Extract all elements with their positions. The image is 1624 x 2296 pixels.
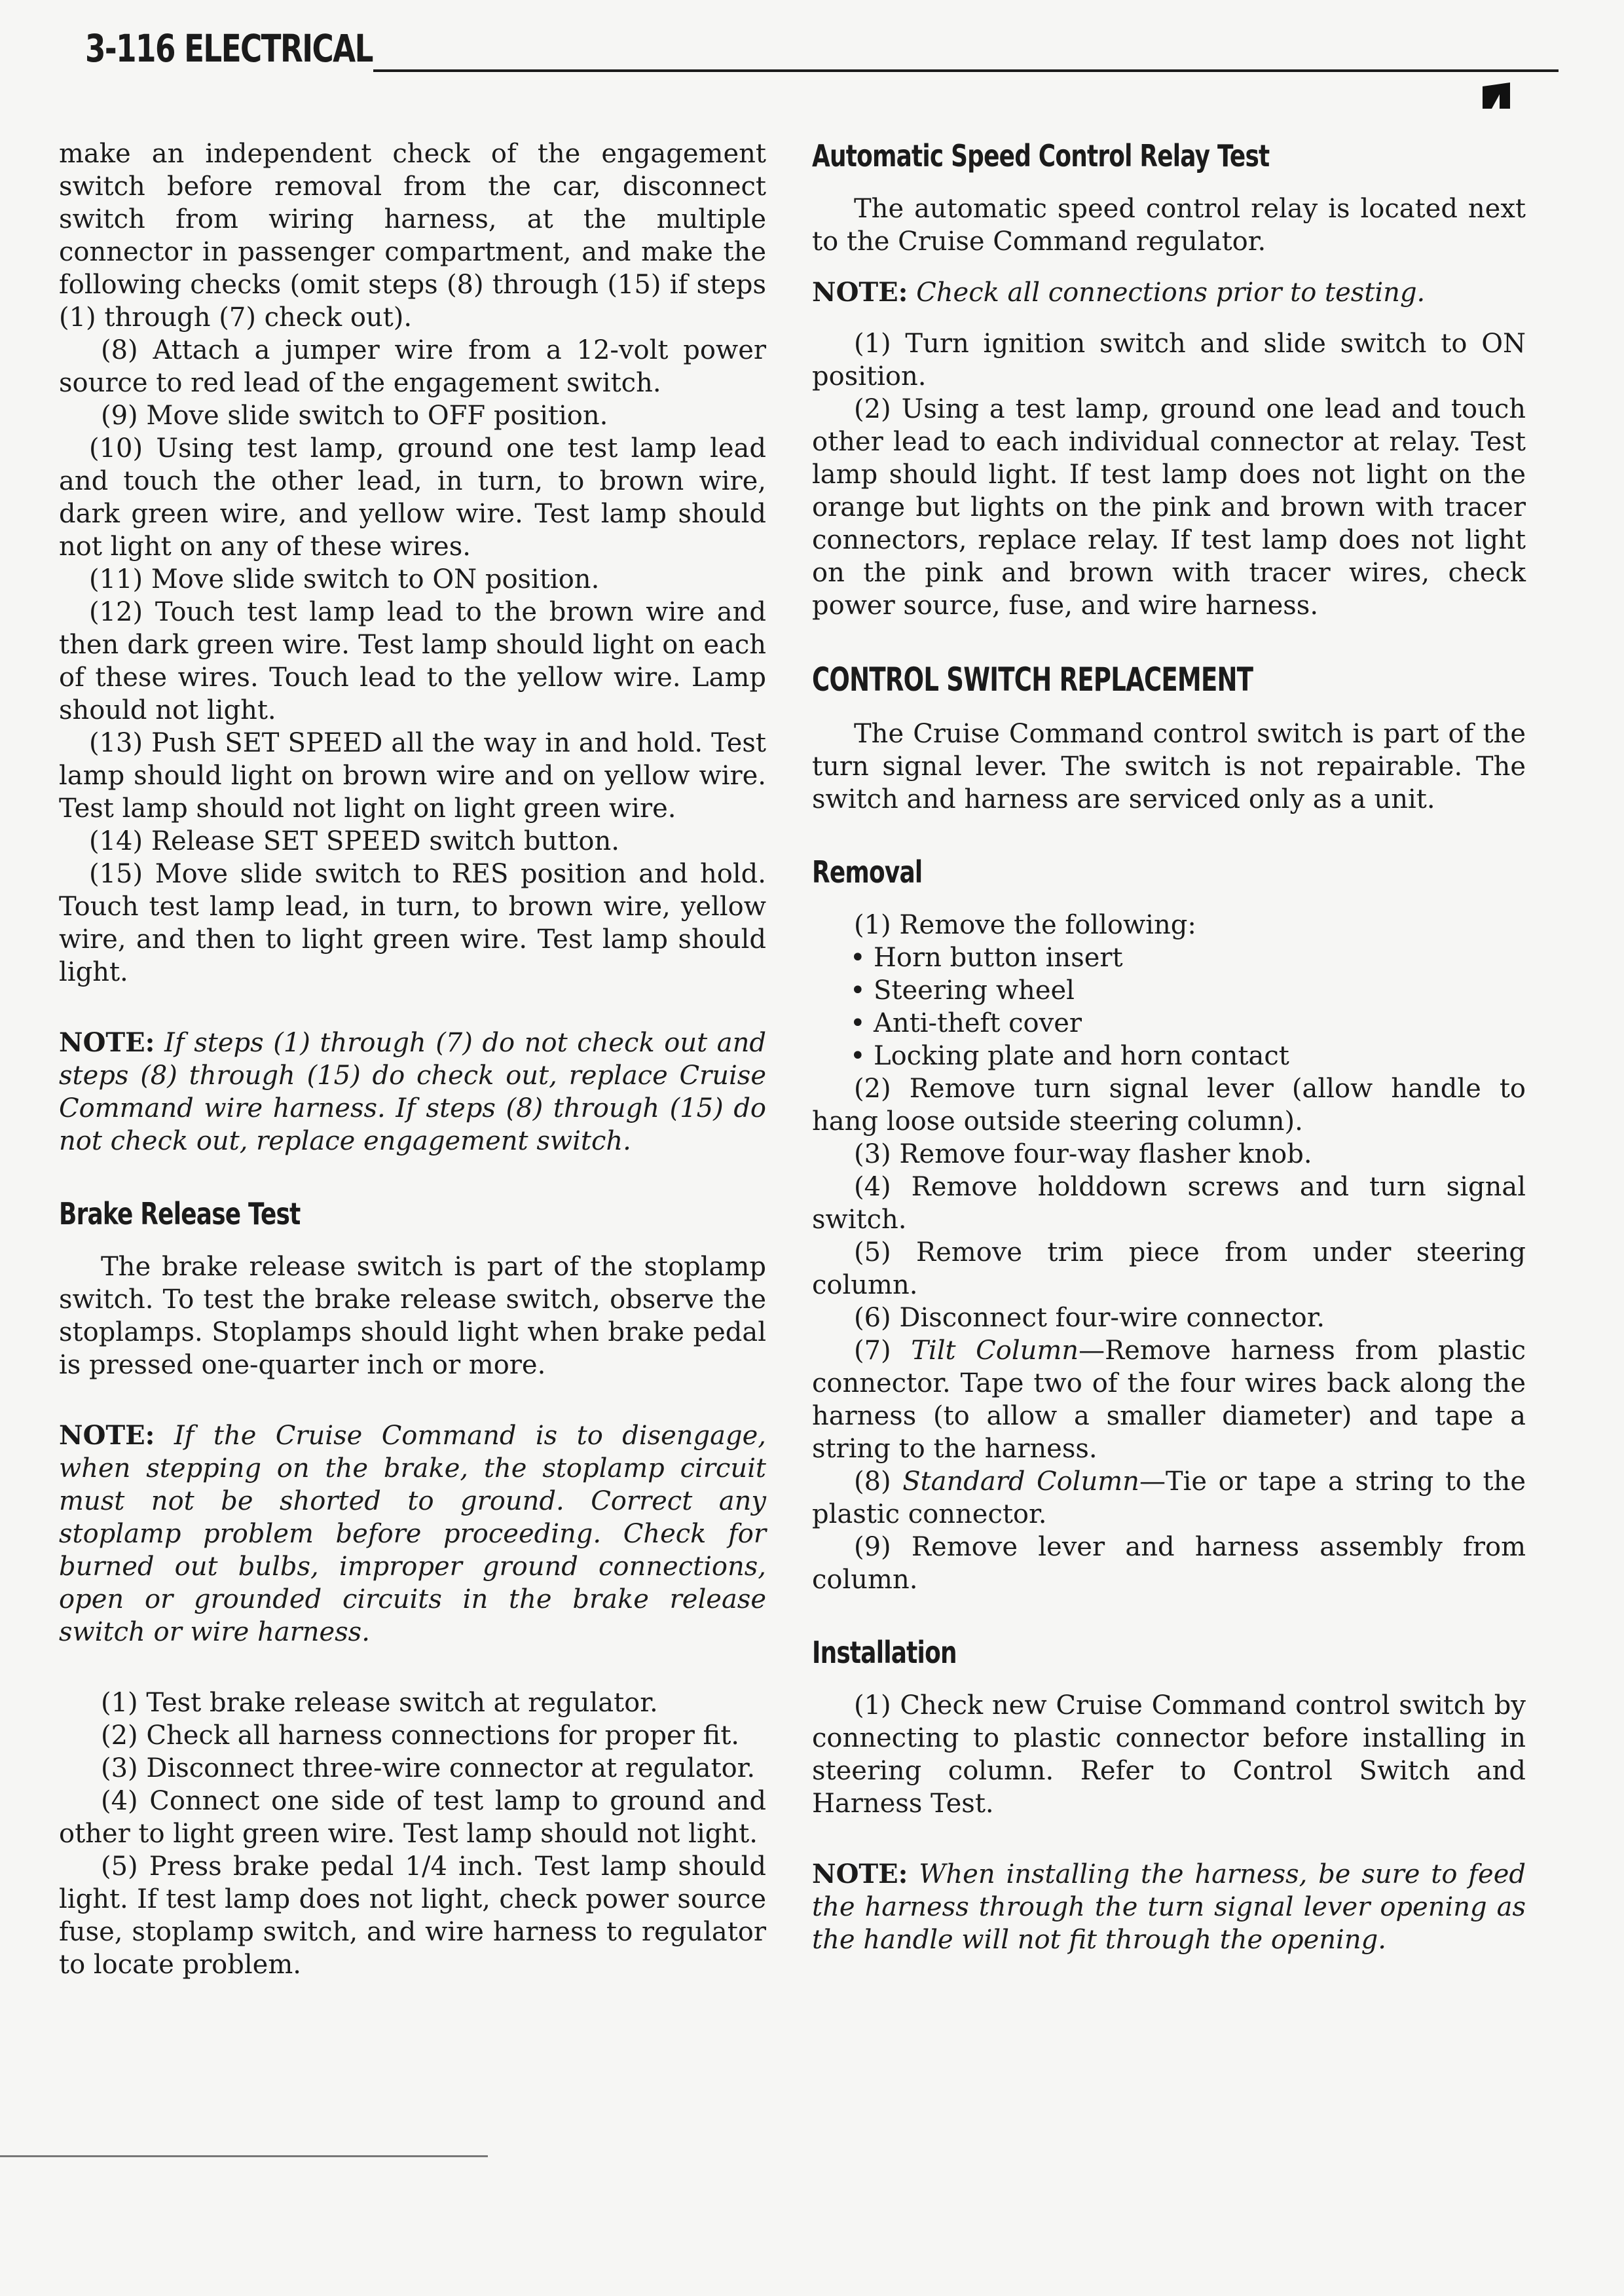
header-rule <box>373 69 1559 72</box>
page-header <box>85 20 1526 92</box>
note-text: When installing the harness, be sure to feed the harness through the turn signal lever opening as the handle will not fit through the opening. <box>812 1859 1526 1955</box>
step-number: (8) <box>854 1467 891 1497</box>
footer-rule <box>0 2155 488 2157</box>
removal-step-6: (6) Disconnect four-wire connector. <box>854 1303 1325 1333</box>
step-12: (12) Touch test lamp lead to the brown wire and then dark green wire. Test lamp should light on each of these wires. Touch lead to the yellow wire. Lamp should not light. <box>59 597 766 725</box>
removal-step-9: (9) Remove lever and harness assembly from column. <box>812 1532 1526 1595</box>
note-text: Check all connections prior to testing. <box>916 278 1426 308</box>
list-item: • Anti-theft cover <box>850 1007 1526 1040</box>
note-label: NOTE: <box>812 1859 908 1889</box>
step-15: (15) Move slide switch to RES position and hold. Touch test lamp lead, in turn, to brown wire, yellow wire, and then to light green wire. Test lamp should light. <box>59 859 766 987</box>
heading-control-switch-replacement: CONTROL SWITCH REPLACEMENT <box>812 661 1253 699</box>
removal-parts-list <box>812 941 1526 1072</box>
step-text: —Tie or tape a string to the plastic connector. <box>812 1467 1526 1529</box>
note-engagement-switch <box>59 1027 766 1157</box>
step-11: (11) Move slide switch to ON position. <box>89 564 600 594</box>
note-text: If steps (1) through (7) do not check out and steps (8) through (15) do check out, replace Cruise Command wire harness. If steps (8) through (15) do not check out, replace engagement switch. <box>59 1028 766 1156</box>
list-item: • Steering wheel <box>850 974 1526 1007</box>
step-9: (9) Move slide switch to OFF position. <box>101 401 608 431</box>
brake-release-paragraph: The brake release switch is part of the stoplamp switch. To test the brake release switch, observe the stoplamps. Stoplamps should light when brake pedal is pressed one-quarter inch or more. <box>59 1252 766 1380</box>
heading-removal: Removal <box>812 854 923 890</box>
control-switch-paragraph: The Cruise Command control switch is part of the turn signal lever. The switch is not repairable. The switch and harness are serviced only as a unit. <box>812 719 1526 814</box>
removal-step-4: (4) Remove holddown screws and turn signal switch. <box>812 1172 1526 1235</box>
heading-installation: Installation <box>812 1635 957 1670</box>
removal-step-5: (5) Remove trim piece from under steering column. <box>812 1237 1526 1300</box>
step-8: (8) Attach a jumper wire from a 12-volt power source to red lead of the engagement switch. <box>59 335 766 398</box>
note-label: NOTE: <box>812 277 908 308</box>
section-page-label: 3-116 ELECTRICAL <box>85 26 373 71</box>
note-installing-harness <box>812 1858 1526 1956</box>
list-item: • Horn button insert <box>850 941 1526 974</box>
brake-step-1: (1) Test brake release switch at regulator. <box>101 1688 658 1718</box>
step-number: (7) <box>854 1336 891 1366</box>
manufacturer-logo-mark <box>1483 82 1510 109</box>
step-14: (14) Release SET SPEED switch button. <box>89 826 619 856</box>
removal-step-8 <box>812 1465 1526 1531</box>
relay-paragraph: The automatic speed control relay is located next to the Cruise Command regulator. <box>812 194 1526 257</box>
heading-relay-test: Automatic Speed Control Relay Test <box>812 138 1270 173</box>
removal-step-7 <box>812 1334 1526 1465</box>
brake-step-4: (4) Connect one side of test lamp to ground and other to light green wire. Test lamp should not light. <box>59 1786 766 1849</box>
removal-step-2: (2) Remove turn signal lever (allow handle to hang loose outside steering column). <box>812 1074 1526 1137</box>
brake-step-3: (3) Disconnect three-wire connector at regulator. <box>101 1753 756 1783</box>
intro-paragraph: make an independent check of the engagement switch before removal from the car, disconnect switch from wiring harness, at the multiple connector in passenger compartment, and make the following checks (omit steps (8) through (15) if steps (1) through (7) check out). <box>59 139 766 333</box>
step-13: (13) Push SET SPEED all the way in and hold. Test lamp should light on brown wire and on yellow wire. Test lamp should not light on light green wire. <box>59 728 766 824</box>
removal-step-1: (1) Remove the following: <box>854 910 1196 940</box>
step-text: —Remove harness from plastic connector. Tape two of the four wires back along the harness (to allow a smaller diameter) and tape a string to the harness. <box>812 1336 1526 1464</box>
note-check-connections <box>812 276 1526 309</box>
relay-step-1: (1) Turn ignition switch and slide switch to ON position. <box>812 329 1526 392</box>
note-stoplamp-circuit <box>59 1419 766 1649</box>
step-10: (10) Using test lamp, ground one test lamp lead and touch the other lead, in turn, to brown wire, dark green wire, and yellow wire. Test lamp should not light on any of these wires. <box>59 433 766 562</box>
installation-step-1: (1) Check new Cruise Command control switch by connecting to plastic connector before installing in steering column. Refer to Control Switch and Harness Test. <box>812 1690 1526 1819</box>
brake-step-2: (2) Check all harness connections for proper fit. <box>101 1721 739 1751</box>
list-item: • Locking plate and horn contact <box>850 1040 1526 1072</box>
right-column <box>812 137 1526 1956</box>
note-label: NOTE: <box>59 1027 155 1058</box>
note-label: NOTE: <box>59 1420 155 1451</box>
step-emphasis: Tilt Column <box>911 1336 1079 1366</box>
relay-step-2: (2) Using a test lamp, ground one lead and touch other lead to each individual connector at relay. Test lamp should light. If test lamp does not light on the orange but lights on the pink and brown with tracer connectors, replace relay. If test lamp does not light on the pink and brown with tracer wires, check power source, fuse, and wire harness. <box>812 394 1526 621</box>
removal-step-3: (3) Remove four-way flasher knob. <box>854 1139 1312 1169</box>
step-emphasis: Standard Column <box>902 1467 1139 1497</box>
left-column <box>59 137 766 1981</box>
brake-step-5: (5) Press brake pedal 1/4 inch. Test lamp should light. If test lamp does not light, check power source fuse, stoplamp switch, and wire harness to regulator to locate problem. <box>59 1851 766 1980</box>
heading-brake-release-test: Brake Release Test <box>59 1196 301 1231</box>
note-text: If the Cruise Command is to disengage, when stepping on the brake, the stoplamp circuit must not be shorted to ground. Correct any stoplamp problem before proceeding. Check for burned out bulbs, improper ground connections, open or grounded circuits in the brake release switch or wire harness. <box>59 1421 766 1647</box>
